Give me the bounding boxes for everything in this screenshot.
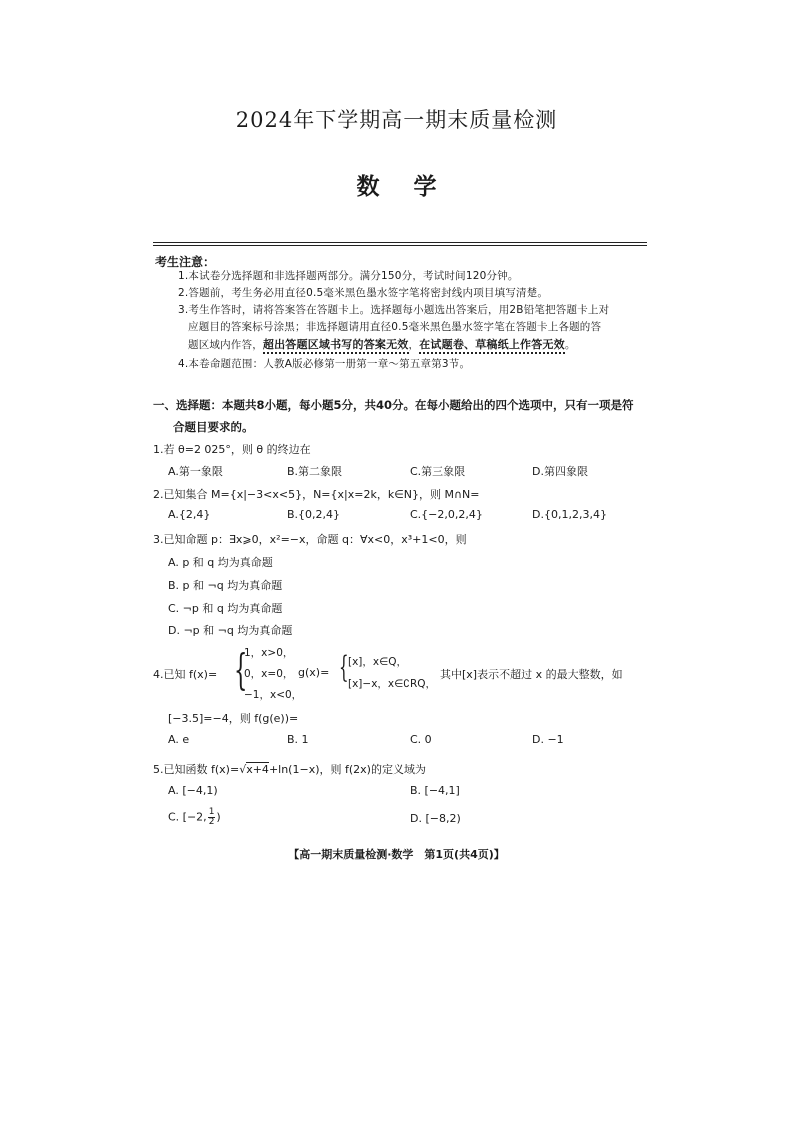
f-case-3: −1，x<0， xyxy=(244,689,303,701)
piecewise-brace-f: { xyxy=(234,645,248,694)
question-5-stem xyxy=(153,761,426,777)
f-case-2: 0，x=0， xyxy=(244,668,294,680)
question-5-option-c-post: ) xyxy=(216,810,221,824)
question-1-option-d: D.第四象限 xyxy=(532,465,588,478)
notice-item-3 xyxy=(178,302,650,354)
question-5-option-c-pre: C. [−2, xyxy=(168,810,207,824)
question-5-stem-pre: 5.已知函数 f(x)= xyxy=(153,763,240,776)
divider-bottom xyxy=(153,245,647,246)
notice-item-4: 4.本卷命题范围：人教A版必修第一册第一章～第五章第3节。 xyxy=(178,358,471,370)
question-5-option-d: D. [−8,2) xyxy=(410,812,461,825)
question-4-line2: [−3.5]=−4，则 f(g(e))= xyxy=(168,712,299,725)
question-5-option-a: A. [−4,1) xyxy=(168,784,218,797)
question-4-option-d: D. −1 xyxy=(532,733,564,746)
piecewise-brace-g: { xyxy=(339,650,349,685)
fraction-numerator: 1 xyxy=(208,807,215,817)
notice-item-1: 1.本试卷分选择题和非选择题两部分。满分150分，考试时间120分钟。 xyxy=(178,270,519,282)
notice-heading: 考生注意： xyxy=(155,255,216,269)
question-4-option-a: A. e xyxy=(168,733,190,746)
section-1-line2: 合题目要求的。 xyxy=(173,420,254,434)
question-4-option-b: B. 1 xyxy=(287,733,309,746)
question-3-option-a: A. p 和 q 均为真命题 xyxy=(168,556,273,569)
question-2-option-a: A.{2,4} xyxy=(168,508,211,521)
divider-top xyxy=(153,242,647,243)
fraction-one-half xyxy=(208,808,216,827)
question-5-option-b: B. [−4,1] xyxy=(410,784,460,797)
exam-title: 2024年下学期高一期末质量检测 xyxy=(235,108,558,132)
question-1-option-c: C.第三象限 xyxy=(410,465,466,478)
sqrt-sign: √ xyxy=(239,763,247,776)
notice-item-3-line1: 3.考生作答时，请将答案答在答题卡上。选择题每小题选出答案后，用2B铅笔把答题卡上对 xyxy=(178,304,610,316)
section-1-heading xyxy=(153,394,651,438)
question-2-stem: 2.已知集合 M={x|−3<x<5}，N={x|x=2k，k∈N}，则 M∩N= xyxy=(153,488,480,501)
subject-title: 数学 xyxy=(356,173,471,200)
question-1-stem: 1.若 θ=2 025°，则 θ 的终边在 xyxy=(153,443,311,456)
question-2-option-c: C.{−2,0,2,4} xyxy=(410,508,483,521)
question-4-tail: 其中[x]表示不超过 x 的最大整数，如 xyxy=(440,668,623,681)
question-3-option-b: B. p 和 ¬q 均为真命题 xyxy=(168,579,283,592)
notice-emphasis-1: 超出答题区域书写的答案无效 xyxy=(263,338,409,354)
question-3-option-d: D. ¬p 和 ¬q 均为真命题 xyxy=(168,624,293,637)
notice-emphasis-2: 在试题卷、草稿纸上作答无效 xyxy=(419,338,565,354)
question-4-lead: 4.已知 f(x)= xyxy=(153,668,218,681)
section-1-line1: 一、选择题：本题共8小题，每小题5分，共40分。在每小题给出的四个选项中，只有一项是符 xyxy=(153,398,634,412)
notice-item-2: 2.答题前，考生务必用直径0.5毫米黑色墨水签字笔将密封线内项目填写清楚。 xyxy=(178,287,549,299)
question-3-stem: 3.已知命题 p：∃x⩾0，x²=−x，命题 q：∀x<0，x³+1<0，则 xyxy=(153,533,467,546)
g-case-2: [x]−x，x∈∁RQ， xyxy=(348,678,437,690)
notice-item-3-line3 xyxy=(178,336,650,354)
question-2-option-b: B.{0,2,4} xyxy=(287,508,341,521)
question-3-option-c: C. ¬p 和 q 均为真命题 xyxy=(168,602,283,615)
question-4-g-lead: g(x)= xyxy=(298,666,330,679)
page-footer: 【高一期末质量检测·数学 第1页(共4页)】 xyxy=(288,848,505,861)
question-2-option-d: D.{0,1,2,3,4} xyxy=(532,508,607,521)
g-case-1: [x]，x∈Q， xyxy=(348,656,408,668)
question-5-stem-post: +ln(1−x)，则 f(2x)的定义域为 xyxy=(268,763,426,776)
question-1-option-b: B.第二象限 xyxy=(287,465,343,478)
question-4-option-c: C. 0 xyxy=(410,733,432,746)
notice-end: 。 xyxy=(564,339,576,351)
notice-item-3-line2: 应题目的答案标号涂黑；非选择题请用直径0.5毫米黑色墨水签字笔在答题卡上各题的答 xyxy=(188,321,602,333)
question-5-option-c xyxy=(168,808,221,827)
f-case-1: 1，x>0， xyxy=(244,647,294,659)
notice-comma: ， xyxy=(408,339,420,351)
notice-item-3-plain: 题区域内作答， xyxy=(188,339,263,351)
question-1-option-a: A.第一象限 xyxy=(168,465,223,478)
question-5-radicand: x+4 xyxy=(246,763,269,776)
fraction-denominator: 2 xyxy=(208,817,215,827)
